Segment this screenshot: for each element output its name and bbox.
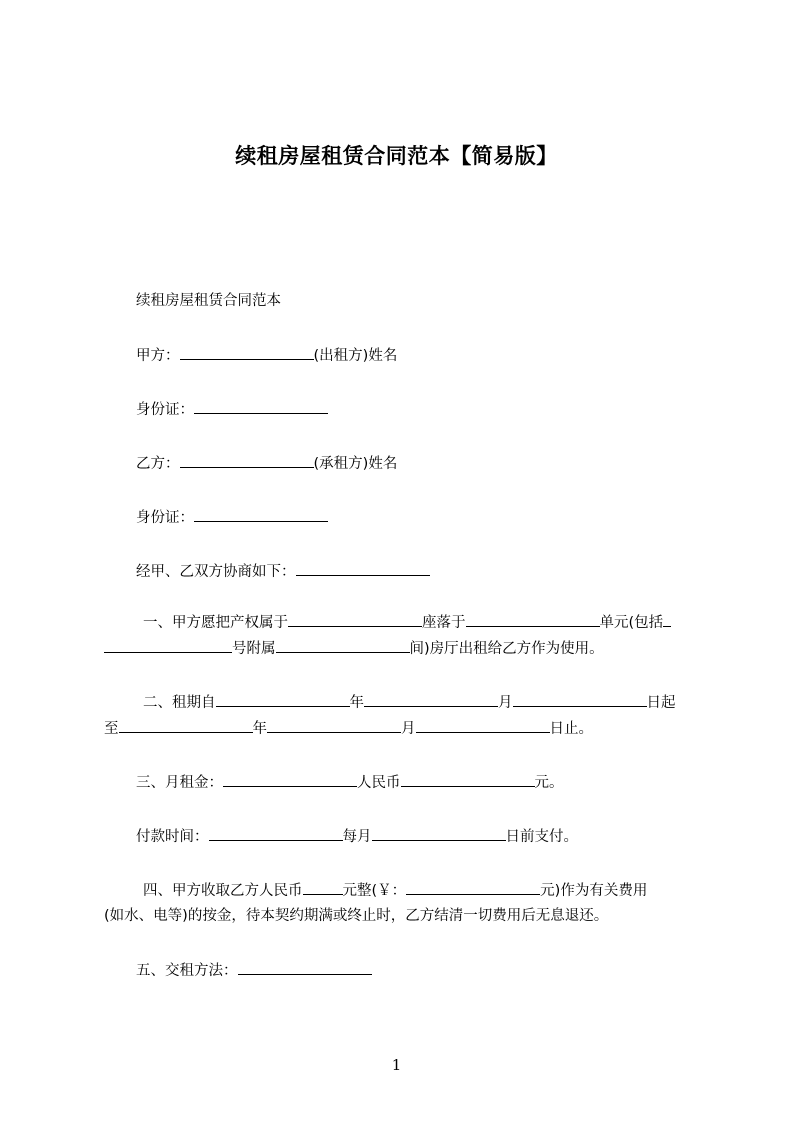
- party-a-id-line: [136, 399, 328, 420]
- clause4-blank2[interactable]: [406, 880, 540, 895]
- party-a-line: [136, 345, 397, 366]
- party-b-blank[interactable]: [180, 453, 314, 468]
- clause3-text2: 人民币: [357, 775, 401, 791]
- clause3-text1: 三、月租金：: [136, 775, 223, 791]
- party-a-suffix: (出租方)姓名: [313, 348, 398, 364]
- clause3-text3: 元。: [534, 775, 564, 791]
- clause1-text4: 号附属: [232, 641, 276, 657]
- payment-time-text2: 每月: [342, 829, 372, 845]
- party-b-line: [136, 453, 397, 474]
- agreement-intro-blank[interactable]: [296, 561, 430, 576]
- clause1-line1: [143, 612, 671, 633]
- clause1-blank3[interactable]: [663, 612, 671, 627]
- clause4-line1: [143, 880, 647, 901]
- party-b-id-blank[interactable]: [194, 507, 328, 522]
- clause2-blank4[interactable]: [119, 718, 253, 733]
- party-a-blank[interactable]: [180, 345, 314, 360]
- party-a-id-label: 身份证：: [136, 402, 194, 418]
- page-number: 1: [391, 1056, 402, 1074]
- clause1-blank1[interactable]: [288, 612, 422, 627]
- payment-time-blank1[interactable]: [209, 826, 343, 841]
- clause2-text4: 日起: [646, 695, 676, 711]
- clause2-line1: [143, 692, 676, 713]
- clause2-blank5[interactable]: [267, 718, 401, 733]
- agreement-intro-line: [136, 561, 430, 582]
- clause5-text1: 五、交租方法：: [136, 963, 238, 979]
- clause1-blank5[interactable]: [276, 638, 410, 653]
- clause1-blank2[interactable]: [466, 612, 600, 627]
- clause1-blank4[interactable]: [104, 638, 232, 653]
- clause3-line: [136, 772, 564, 793]
- clause4-text2: 元整(￥：: [342, 883, 407, 899]
- clause2-text8: 日止。: [549, 721, 593, 737]
- party-a-id-blank[interactable]: [194, 399, 328, 414]
- clause5-line: [136, 960, 372, 981]
- party-b-id-label: 身份证：: [136, 510, 194, 526]
- document-subtitle: 续租房屋租赁合同范本: [136, 293, 281, 309]
- clause2-text3: 月: [498, 695, 513, 711]
- agreement-intro: 经甲、乙双方协商如下：: [136, 564, 296, 580]
- clause5-blank1[interactable]: [238, 960, 372, 975]
- clause1-text5: 间)房厅出租给乙方作为使用。: [409, 641, 604, 657]
- clause2-text7: 月: [401, 721, 416, 737]
- clause3-blank1[interactable]: [223, 772, 357, 787]
- party-b-label: 乙方：: [136, 456, 180, 472]
- clause4-line2: (如水、电等)的按金，待本契约期满或终止时，乙方结清一切费用后无息退还。: [104, 908, 609, 924]
- party-a-label: 甲方：: [136, 348, 180, 364]
- payment-time-text1: 付款时间：: [136, 829, 209, 845]
- clause2-blank6[interactable]: [416, 718, 550, 733]
- clause2-text6: 年: [252, 721, 267, 737]
- clause2-blank1[interactable]: [216, 692, 350, 707]
- clause1-text2: 座落于: [422, 615, 466, 631]
- clause1-text1: 一、甲方愿把产权属于: [143, 615, 288, 631]
- payment-time-blank2[interactable]: [372, 826, 506, 841]
- payment-time-text3: 日前支付。: [505, 829, 578, 845]
- clause3-blank2[interactable]: [401, 772, 535, 787]
- clause2-blank2[interactable]: [364, 692, 498, 707]
- party-b-suffix: (承租方)姓名: [313, 456, 398, 472]
- clause2-line2: [104, 718, 593, 739]
- clause4-text1: 四、甲方收取乙方人民币: [143, 883, 303, 899]
- clause2-text1: 二、租期自: [143, 695, 216, 711]
- clause2-text5: 至: [104, 721, 119, 737]
- clause1-line2: [104, 638, 604, 659]
- document-title: 续租房屋租赁合同范本【简易版】: [235, 144, 558, 168]
- clause2-text2: 年: [349, 695, 364, 711]
- clause1-text3: 单元(包括: [599, 615, 664, 631]
- party-b-id-line: [136, 507, 328, 528]
- clause4-text3: 元)作为有关费用: [540, 883, 648, 899]
- clause2-blank3[interactable]: [513, 692, 647, 707]
- payment-time-line: [136, 826, 578, 847]
- clause4-blank1[interactable]: [303, 880, 343, 895]
